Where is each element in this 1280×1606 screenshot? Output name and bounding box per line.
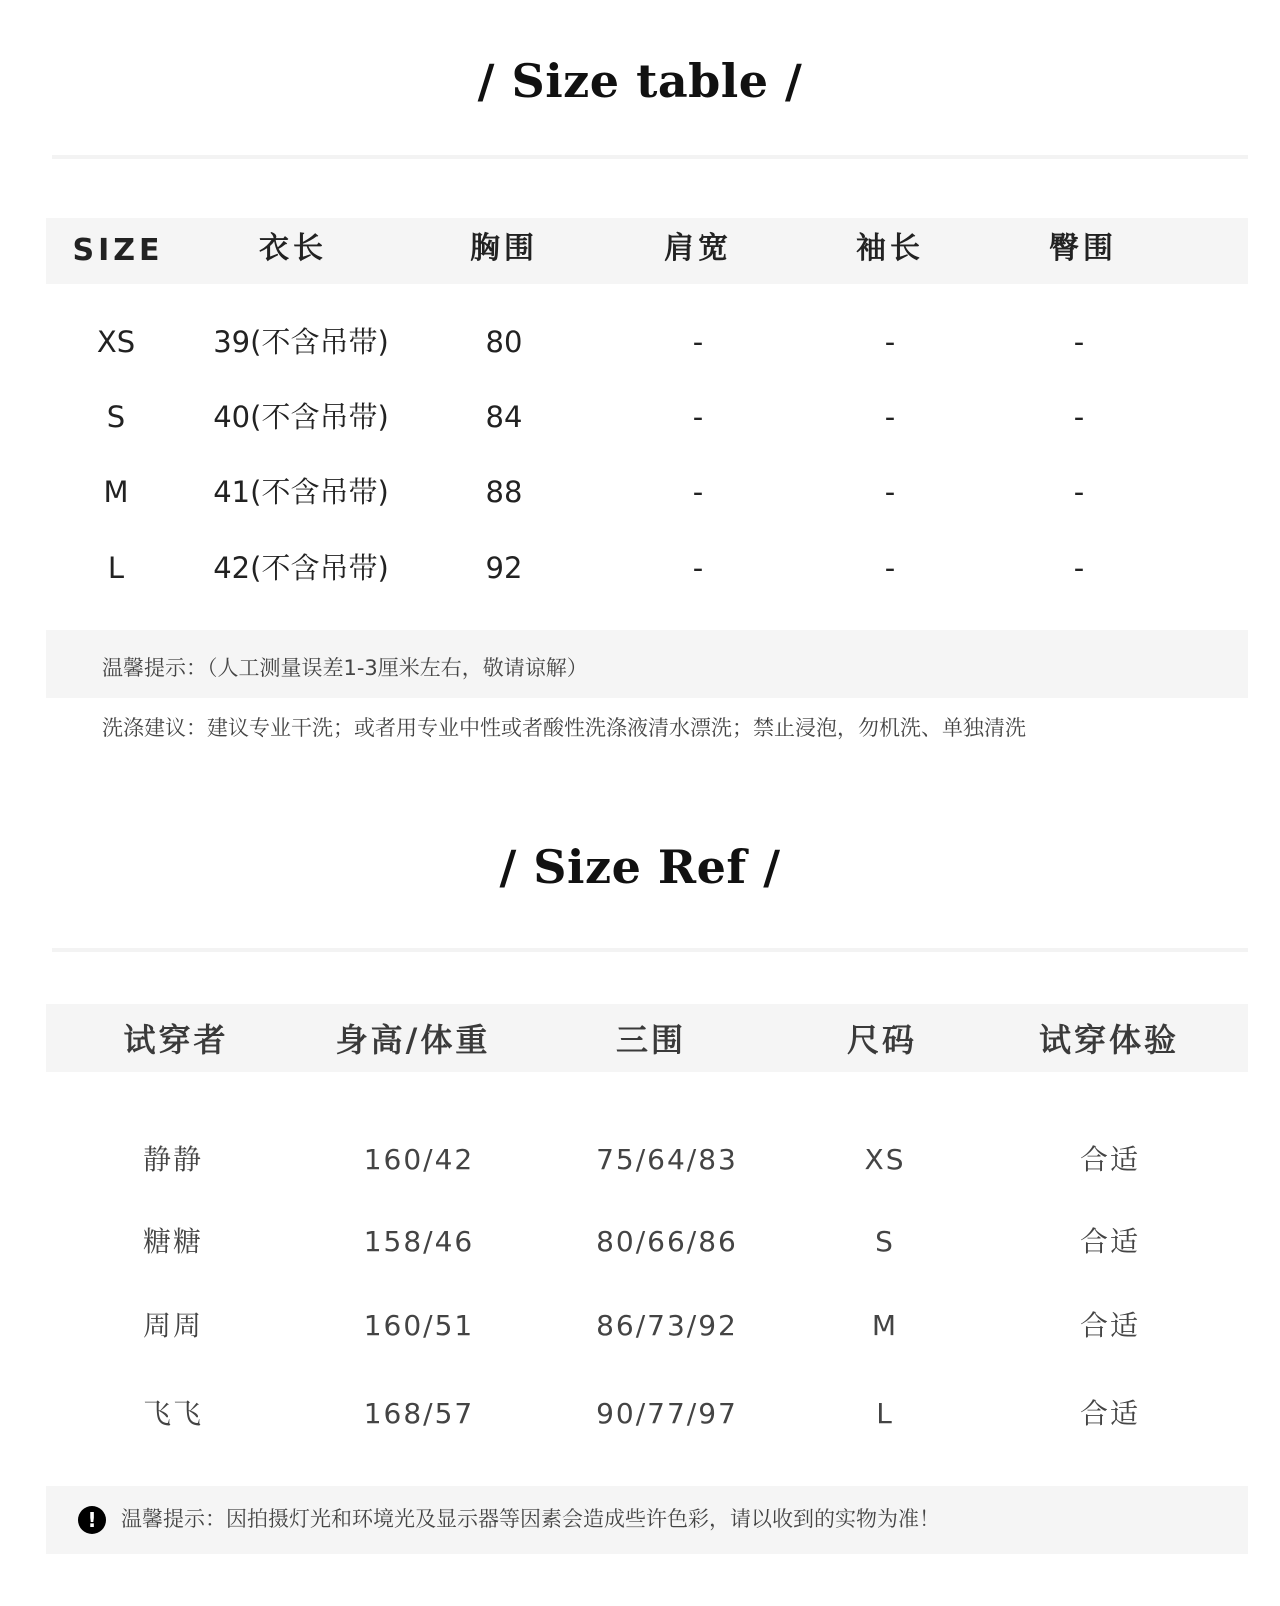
fit-cell: 合适 (1079, 1225, 1141, 1258)
hip-cell: - (1073, 475, 1085, 509)
measurements-col-header: 三围 (615, 1021, 687, 1059)
hip-cell: - (1073, 325, 1085, 359)
hip-col-header: 臀围 (1049, 231, 1117, 266)
sleeve-cell: - (884, 551, 896, 585)
shoulder-col-header: 肩宽 (664, 231, 732, 266)
bust-cell: 88 (485, 475, 523, 509)
tester-cell: 静静 (142, 1143, 204, 1176)
height-weight-cell: 160/51 (363, 1309, 475, 1342)
length-cell: 39(不含吊带) (213, 325, 389, 359)
size-ref-divider (52, 948, 1248, 952)
size-cell: L (107, 551, 125, 585)
measurements-cell: 86/73/92 (596, 1309, 738, 1342)
length-cell: 40(不含吊带) (213, 400, 389, 434)
size-ref-title: / Size Ref / (499, 840, 781, 894)
fit-cell: 合适 (1079, 1397, 1141, 1430)
fit-cell: 合适 (1079, 1309, 1141, 1342)
fit-cell: 合适 (1079, 1143, 1141, 1176)
size-cell: L (876, 1397, 894, 1430)
bust-cell: 80 (485, 325, 523, 359)
length-col-header: 衣长 (259, 231, 327, 266)
size-col-header: 尺码 (846, 1021, 918, 1059)
bust-cell: 84 (485, 400, 523, 434)
sleeve-col-header: 袖长 (856, 231, 924, 266)
shoulder-cell: - (692, 551, 704, 585)
tester-cell: 飞飞 (142, 1397, 204, 1430)
hip-cell: - (1073, 551, 1085, 585)
sleeve-cell: - (884, 475, 896, 509)
size-table-title: / Size table / (477, 54, 803, 108)
hip-cell: - (1073, 400, 1085, 434)
shoulder-cell: - (692, 325, 704, 359)
size-cell: S (106, 400, 126, 434)
size-cell: S (875, 1225, 895, 1258)
sleeve-cell: - (884, 325, 896, 359)
size-cell: M (103, 475, 129, 509)
height-weight-col-header: 身高/体重 (335, 1021, 491, 1059)
wash-advice: 洗涤建议：建议专业干洗；或者用专业中性或者酸性洗涤液清水漂洗；禁止浸泡，勿机洗、单独清洗 (102, 716, 1026, 740)
size-cell: XS (96, 325, 136, 359)
tester-cell: 糖糖 (142, 1225, 204, 1258)
measurements-cell: 90/77/97 (596, 1397, 738, 1430)
bust-col-header: 胸围 (470, 231, 538, 266)
shoulder-cell: - (692, 475, 704, 509)
bust-cell: 92 (485, 551, 523, 585)
height-weight-cell: 160/42 (363, 1143, 475, 1176)
size-col-header: SIZE (72, 233, 164, 268)
shoulder-cell: - (692, 400, 704, 434)
fit-col-header: 试穿体验 (1038, 1021, 1180, 1059)
measurement-tip: 温馨提示：（人工测量误差1-3厘米左右，敬请谅解） (102, 656, 588, 680)
length-cell: 42(不含吊带) (213, 551, 389, 585)
measurements-cell: 75/64/83 (596, 1143, 738, 1176)
color-notice: 温馨提示：因拍摄灯光和环境光及显示器等因素会造成些许色彩，请以收到的实物为准！ (121, 1507, 940, 1531)
size-table-divider (52, 155, 1248, 159)
height-weight-cell: 168/57 (363, 1397, 475, 1430)
tester-cell: 周周 (142, 1309, 204, 1342)
length-cell: 41(不含吊带) (213, 475, 389, 509)
size-cell: M (871, 1309, 899, 1342)
tester-col-header: 试穿者 (123, 1021, 229, 1059)
size-cell: XS (864, 1143, 906, 1176)
exclamation-icon: ! (78, 1506, 106, 1534)
sleeve-cell: - (884, 400, 896, 434)
measurements-cell: 80/66/86 (596, 1225, 738, 1258)
height-weight-cell: 158/46 (363, 1225, 475, 1258)
